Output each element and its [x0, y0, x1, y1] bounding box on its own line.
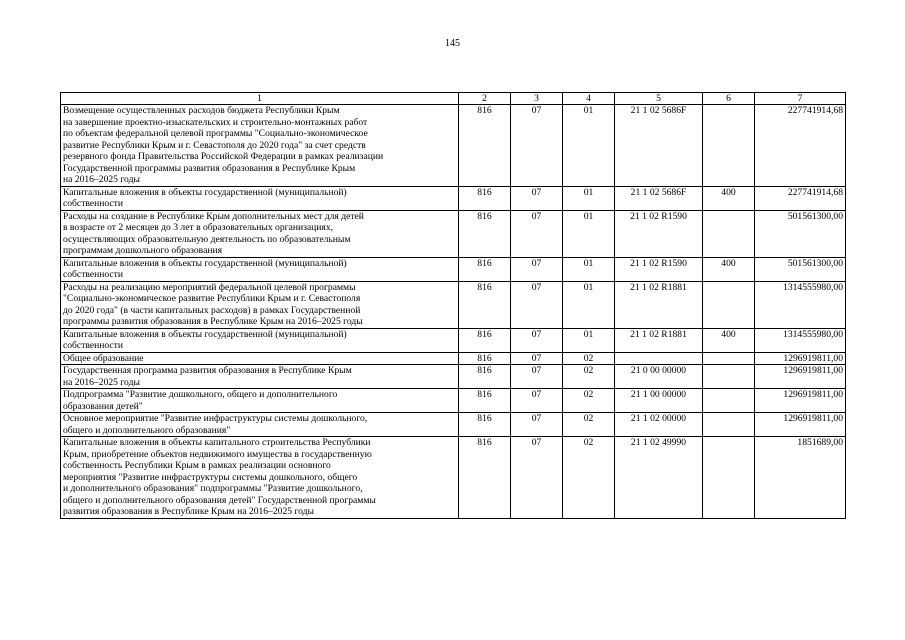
row-col-4: 02 [563, 365, 615, 389]
row-amount: 1296919811,00 [755, 352, 846, 365]
row-col-5: 21 1 02 5686F [615, 186, 703, 210]
column-header-3: 3 [511, 93, 563, 105]
row-col-6 [703, 281, 755, 328]
table-row [61, 389, 846, 413]
row-col-3: 07 [511, 389, 563, 413]
table-row [61, 210, 846, 257]
table-row [61, 186, 846, 210]
row-col-5 [615, 352, 703, 365]
row-col-2: 816 [459, 389, 511, 413]
column-header-2: 2 [459, 93, 511, 105]
row-col-6 [703, 365, 755, 389]
row-col-3: 07 [511, 281, 563, 328]
row-col-2: 816 [459, 413, 511, 437]
row-col-2: 816 [459, 352, 511, 365]
row-col-6 [703, 210, 755, 257]
column-header-5: 5 [615, 93, 703, 105]
row-col-3: 07 [511, 328, 563, 352]
row-col-4: 01 [563, 281, 615, 328]
row-col-3: 07 [511, 437, 563, 519]
row-col-6: 400 [703, 257, 755, 281]
row-amount: 1296919811,00 [755, 413, 846, 437]
row-col-3: 07 [511, 105, 563, 187]
row-description: Капитальные вложения в объекты государственной (муниципальной) собственности [61, 257, 459, 281]
row-amount: 1314555980,00 [755, 281, 846, 328]
row-col-2: 816 [459, 210, 511, 257]
row-col-5: 21 1 02 5686F [615, 105, 703, 187]
table-row [61, 365, 846, 389]
row-col-2: 816 [459, 328, 511, 352]
row-amount: 1851689,00 [755, 437, 846, 519]
row-col-6: 400 [703, 328, 755, 352]
row-description: Подпрограмма "Развитие дошкольного, общего и дополнительного образования детей" [61, 389, 459, 413]
row-amount: 227741914,68 [755, 186, 846, 210]
column-header-1: 1 [61, 93, 459, 105]
row-col-5: 21 0 00 00000 [615, 365, 703, 389]
budget-table [60, 92, 846, 519]
table-row [61, 413, 846, 437]
column-header-6: 6 [703, 93, 755, 105]
row-description: Расходы на реализацию мероприятий федеральной целевой программы "Социально-экономическое развитие Республики Крым и г. Севастополя до 2020 года" (в части капитальных расходов) в рамках Государственной программы развития образования в Республике Крым на 2016–2025 годы [61, 281, 459, 328]
row-col-3: 07 [511, 352, 563, 365]
row-col-3: 07 [511, 186, 563, 210]
row-col-4: 01 [563, 257, 615, 281]
row-amount: 501561300,00 [755, 210, 846, 257]
page-number: 145 [445, 38, 460, 49]
row-col-2: 816 [459, 257, 511, 281]
row-col-5: 21 1 02 R1881 [615, 281, 703, 328]
row-col-5: 21 1 00 00000 [615, 389, 703, 413]
row-amount: 1314555980,00 [755, 328, 846, 352]
table-row [61, 352, 846, 365]
row-col-5: 21 1 02 R1881 [615, 328, 703, 352]
row-col-3: 07 [511, 257, 563, 281]
row-col-2: 816 [459, 186, 511, 210]
row-col-3: 07 [511, 365, 563, 389]
row-col-4: 02 [563, 352, 615, 365]
row-description: Капитальные вложения в объекты капитального строительства Республики Крым, приобретение объектов недвижимого имущества в государственную собственность Республики Крым в рамках реализации основного мероприятия "Развитие инфраструктуры системы дошкольного, общего и дополнительного образования" подпрограммы "Развитие дошкольного, общего и дополнительного образования детей" Государственной программы развития образования в Республике Крым на 2016–2025 годы [61, 437, 459, 519]
row-amount: 1296919811,00 [755, 389, 846, 413]
row-col-4: 02 [563, 413, 615, 437]
row-col-3: 07 [511, 413, 563, 437]
row-col-6: 400 [703, 186, 755, 210]
row-col-6 [703, 437, 755, 519]
table-row [61, 257, 846, 281]
row-amount: 1296919811,00 [755, 365, 846, 389]
row-col-5: 21 1 02 R1590 [615, 257, 703, 281]
row-col-2: 816 [459, 365, 511, 389]
row-col-5: 21 1 02 49990 [615, 437, 703, 519]
row-description: Общее образование [61, 352, 459, 365]
row-col-3: 07 [511, 210, 563, 257]
column-header-4: 4 [563, 93, 615, 105]
row-col-6 [703, 105, 755, 187]
table-header-row [61, 93, 846, 105]
row-col-5: 21 1 02 00000 [615, 413, 703, 437]
row-description: Расходы на создание в Республике Крым дополнительных мест для детей в возрасте от 2 месяцев до 3 лет в образовательных организациях, осуществляющих образовательную деятельность по образовательным программам дошкольного образования [61, 210, 459, 257]
row-col-2: 816 [459, 437, 511, 519]
table-row [61, 105, 846, 187]
row-description: Капитальные вложения в объекты государственной (муниципальной) собственности [61, 186, 459, 210]
row-col-4: 01 [563, 105, 615, 187]
row-description: Основное мероприятие "Развитие инфраструктуры системы дошкольного, общего и дополнительного образования" [61, 413, 459, 437]
row-description: Возмещение осуществленных расходов бюджета Республики Крым на завершение проектно-изыскательских и строительно-монтажных работ по объектам федеральной целевой программы "Социально-экономическое развитие Республики Крым и г. Севастополя до 2020 года" за счет средств резервного фонда Правительства Российской Федерации в рамках реализации Государственной программы развития образования в Республике Крым на 2016–2025 годы [61, 105, 459, 187]
table-row [61, 437, 846, 519]
row-description: Капитальные вложения в объекты государственной (муниципальной) собственности [61, 328, 459, 352]
row-col-4: 01 [563, 328, 615, 352]
row-col-6 [703, 389, 755, 413]
row-amount: 501561300,00 [755, 257, 846, 281]
row-description: Государственная программа развития образования в Республике Крым на 2016–2025 годы [61, 365, 459, 389]
column-header-7: 7 [755, 93, 846, 105]
row-col-2: 816 [459, 105, 511, 187]
row-col-6 [703, 413, 755, 437]
row-col-4: 01 [563, 210, 615, 257]
row-col-2: 816 [459, 281, 511, 328]
row-col-5: 21 1 02 R1590 [615, 210, 703, 257]
row-col-6 [703, 352, 755, 365]
table-row [61, 328, 846, 352]
table-row [61, 281, 846, 328]
row-col-4: 01 [563, 186, 615, 210]
row-col-4: 02 [563, 389, 615, 413]
row-amount: 227741914,68 [755, 105, 846, 187]
row-col-4: 02 [563, 437, 615, 519]
